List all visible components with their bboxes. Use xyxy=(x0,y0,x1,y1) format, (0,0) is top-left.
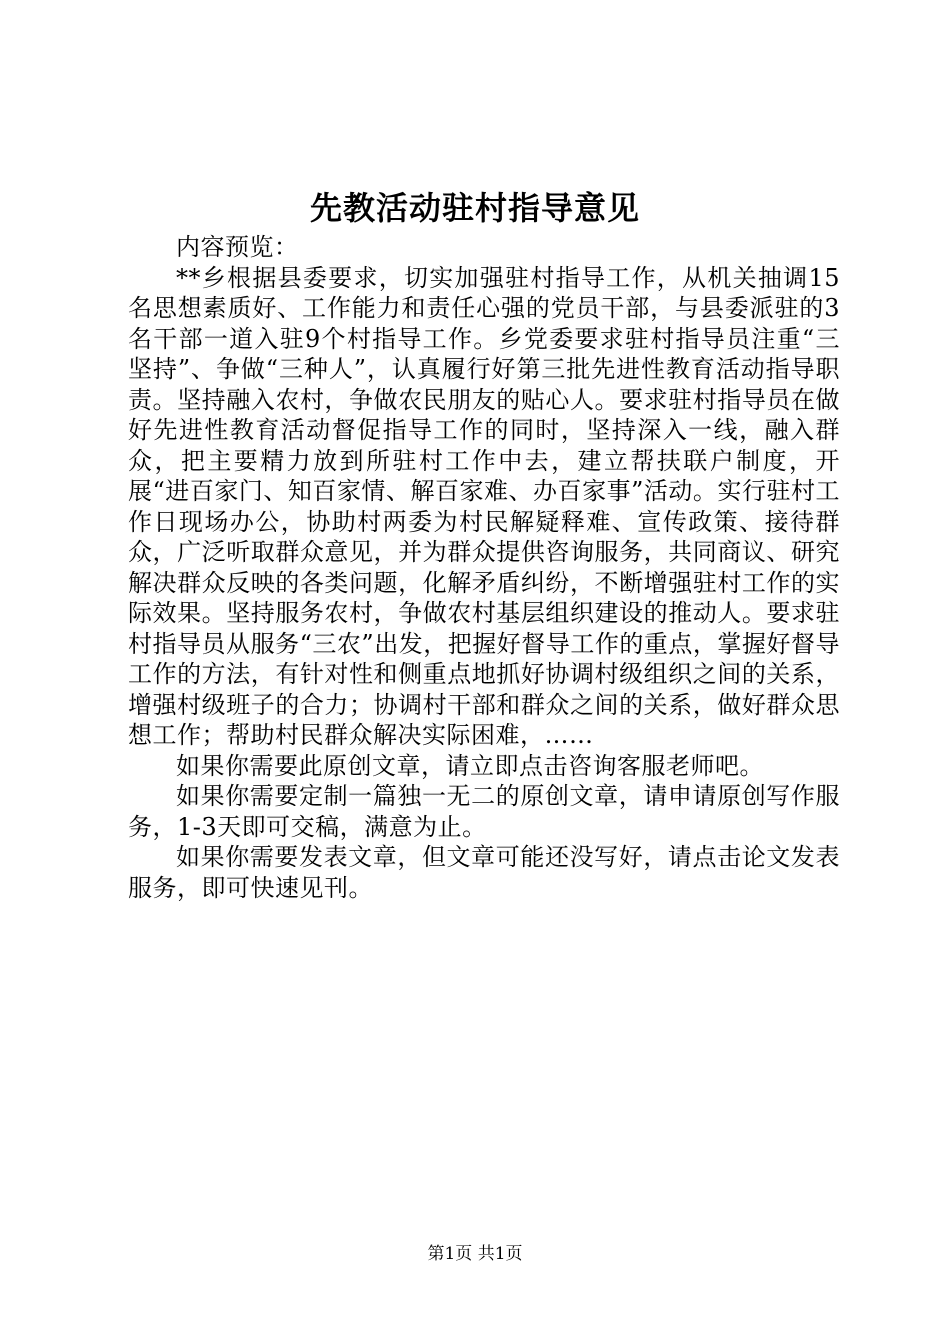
paragraph-consult: 如果你需要此原创文章，请立即点击咨询客服老师吧。 xyxy=(176,751,764,780)
paragraph-custom-writing: 如果你需要定制一篇独一无二的原创文章，请申请原创写作服务，1-3天即可交稿，满意为止。 xyxy=(128,782,840,841)
document-body xyxy=(128,232,840,903)
document-title: 先教活动驻村指导意见 xyxy=(309,189,640,227)
paragraph-publishing: 如果你需要发表文章，但文章可能还没写好，请点击论文发表服务，即可快速见刊。 xyxy=(128,843,840,902)
preview-label: 内容预览： xyxy=(176,233,299,261)
page-footer: 第1页 共1页 xyxy=(427,1244,523,1264)
paragraph-main: **乡根据县委要求，切实加强驻村指导工作，从机关抽调15名思想素质好、工作能力和责任心强的党员干部，与县委派驻的3名干部一道入驻9个村指导工作。乡党委要求驻村指导员注重“三坚持”、争做“三种人”，认真履行好第三批先进性教育活动指导职责。坚持融入农村，争做农民朋友的贴心人。要求驻村指导员在做好先进性教育活动督促指导工作的同时，坚持深入一线，融入群众，把主要精力放到所驻村工作中去，建立帮扶联户制度，开展“进百家门、知百家情、解百家难、办百家事”活动。实行驻村工作日现场办公，协助村两委为村民解疑释难、宣传政策、接待群众，广泛听取群众意见，并为群众提供咨询服务，共同商议、研究解决群众反映的各类问题，化解矛盾纠纷，不断增强驻村工作的实际效果。坚持服务农村，争做农村基层组织建设的推动人。要求驻村指导员从服务“三农”出发，把握好督导工作的重点，掌握好督导工作的方法，有针对性和侧重点地抓好协调村级组织之间的关系，增强村级班子的合力；协调村干部和群众之间的关系，做好群众思想工作；帮助村民群众解决实际困难，…… xyxy=(128,263,840,749)
